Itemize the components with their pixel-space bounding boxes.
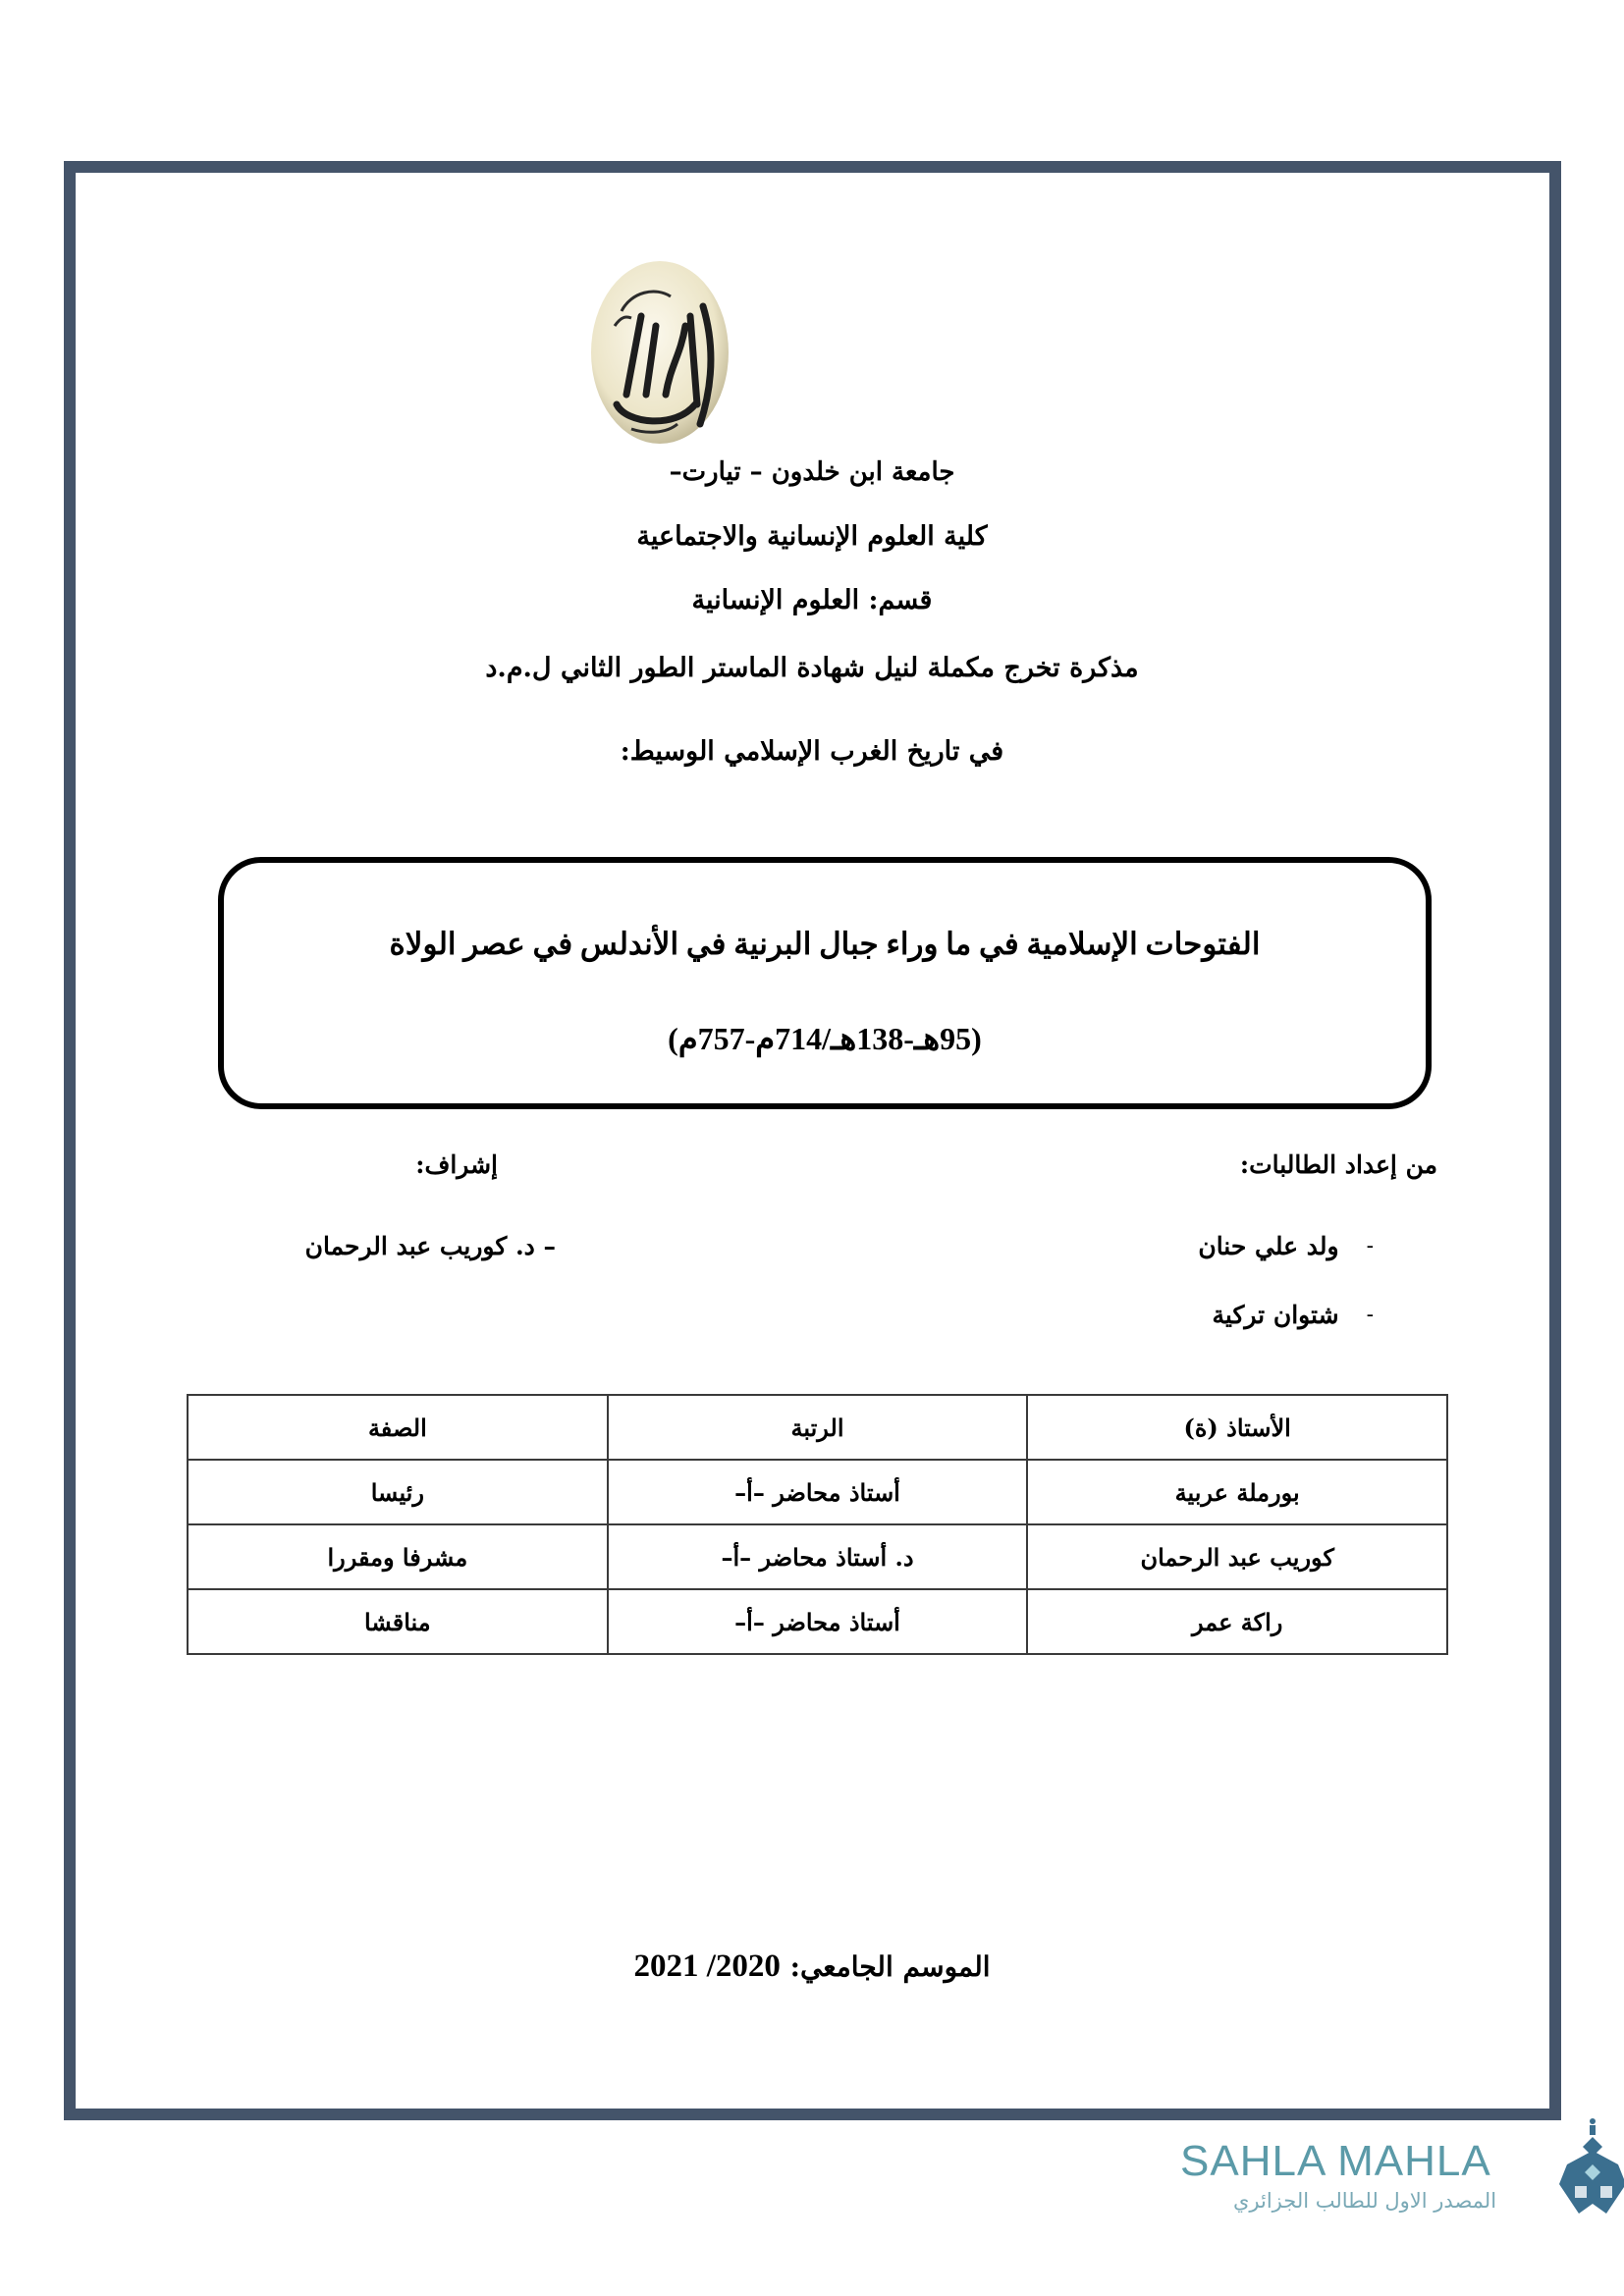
thesis-period: (95هـ-138هـ/714م-757م): [668, 1021, 982, 1056]
academic-year: [0, 1949, 1624, 1985]
cell-role: مشرفا ومقررا: [188, 1524, 608, 1589]
university-logo: [587, 257, 732, 449]
cell-professor: بورملة عربية: [1027, 1460, 1447, 1524]
academic-year-label: الموسم الجامعي:: [789, 1950, 991, 1983]
memo-type: مذكرة تخرج مكملة لنيل شهادة الماستر الطور الثاني ل.م.د: [485, 653, 1139, 683]
student-name: ولد علي حنان: [1198, 1232, 1339, 1260]
thesis-title-box: [218, 857, 1432, 1109]
cell-role: رئيسا: [188, 1460, 608, 1524]
cell-professor: كوريب عبد الرحمان: [1027, 1524, 1447, 1589]
cell-rank: د. أستاذ محاضر –أ–: [608, 1524, 1028, 1589]
faculty-name: كلية العلوم الإنسانية والاجتماعية: [636, 521, 988, 552]
header-rank: الرتبة: [608, 1395, 1028, 1460]
supervision-label: إشراف:: [415, 1150, 498, 1179]
cell-professor: راكة عمر: [1027, 1589, 1447, 1654]
academic-year-value: 2020/ 2021: [633, 1949, 781, 1984]
bullet-dash: -: [1366, 1234, 1374, 1258]
watermark-tagline: المصدر الاول للطالب الجزائري: [1232, 2189, 1497, 2213]
table-header-row: [188, 1395, 1447, 1460]
department-name: قسم: العلوم الإنسانية: [691, 585, 933, 615]
ibn-khaldoun-logo-icon: [587, 257, 732, 449]
jury-table: [187, 1394, 1448, 1655]
table-row: [188, 1460, 1447, 1524]
student-name: شتوان تركية: [1212, 1301, 1339, 1329]
sahla-mahla-logo-icon: [1551, 2115, 1624, 2218]
specialty: في تاريخ الغرب الإسلامي الوسيط:: [620, 736, 1004, 767]
prepared-by-label: من إعداد الطالبات:: [1239, 1150, 1437, 1179]
header-professor: الأستاذ (ة): [1027, 1395, 1447, 1460]
bullet-dash: -: [1366, 1303, 1374, 1327]
header-role: الصفة: [188, 1395, 608, 1460]
cell-rank: أستاذ محاضر –أ–: [608, 1460, 1028, 1524]
table-row: [188, 1589, 1447, 1654]
page-border-frame: [64, 161, 1561, 2120]
watermark-brand: SAHLA MAHLA: [1180, 2137, 1491, 2185]
student-item: [1198, 1232, 1374, 1260]
table-row: [188, 1524, 1447, 1589]
student-item: [1213, 1301, 1374, 1329]
cell-role: مناقشا: [188, 1589, 608, 1654]
thesis-title: الفتوحات الإسلامية في ما وراء جبال البرنية في الأندلس في عصر الولاة: [389, 927, 1261, 961]
university-name: جامعة ابن خلدون – تيارت–: [669, 457, 955, 487]
cell-rank: أستاذ محاضر –أ–: [608, 1589, 1028, 1654]
supervisor-name: – د. كوريب عبد الرحمان: [304, 1232, 556, 1260]
